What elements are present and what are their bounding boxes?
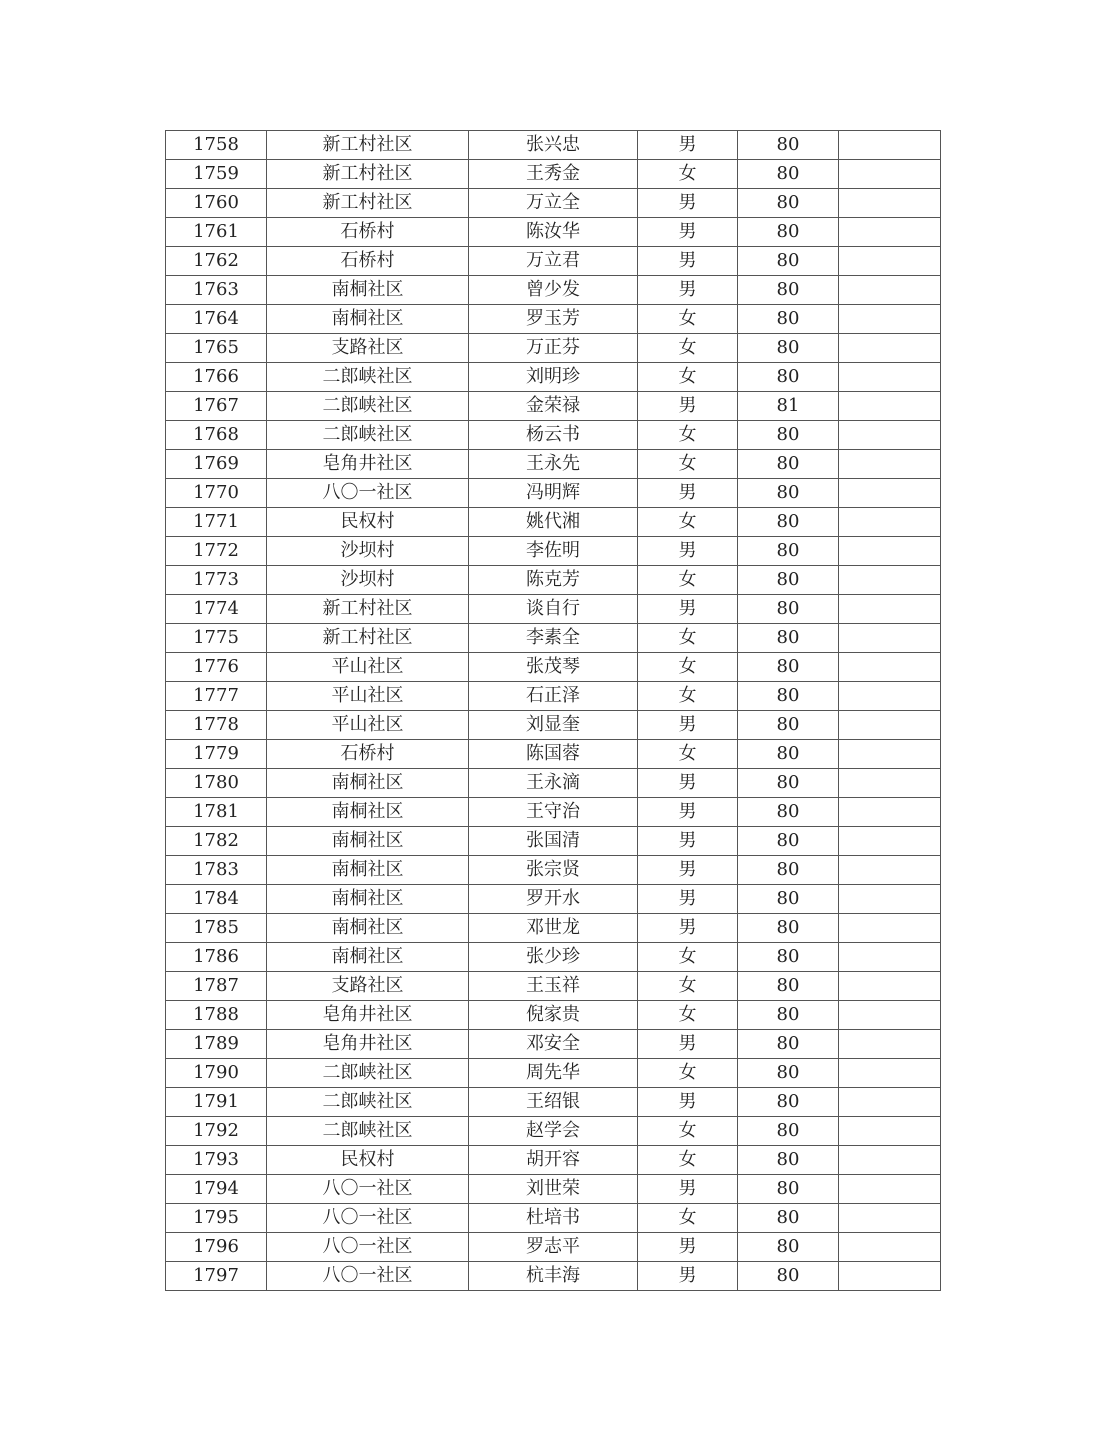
community-cell: 新工村社区 bbox=[267, 595, 469, 624]
row-number-cell: 1783 bbox=[166, 856, 267, 885]
table-row bbox=[166, 624, 941, 653]
table-row bbox=[166, 1001, 941, 1030]
table-row bbox=[166, 1059, 941, 1088]
name-cell: 王绍银 bbox=[469, 1088, 638, 1117]
age-cell: 80 bbox=[738, 914, 839, 943]
row-number-cell: 1781 bbox=[166, 798, 267, 827]
name-cell: 冯明辉 bbox=[469, 479, 638, 508]
age-cell: 80 bbox=[738, 247, 839, 276]
table-row bbox=[166, 1175, 941, 1204]
row-number-cell: 1764 bbox=[166, 305, 267, 334]
sex-cell: 男 bbox=[638, 1088, 738, 1117]
table-row bbox=[166, 566, 941, 595]
note-cell bbox=[839, 595, 941, 624]
age-cell: 80 bbox=[738, 1030, 839, 1059]
note-cell bbox=[839, 711, 941, 740]
note-cell bbox=[839, 1059, 941, 1088]
row-number-cell: 1787 bbox=[166, 972, 267, 1001]
sex-cell: 女 bbox=[638, 972, 738, 1001]
sex-cell: 男 bbox=[638, 595, 738, 624]
sex-cell: 男 bbox=[638, 798, 738, 827]
table-row bbox=[166, 392, 941, 421]
name-cell: 胡开容 bbox=[469, 1146, 638, 1175]
community-cell: 八〇一社区 bbox=[267, 1175, 469, 1204]
note-cell bbox=[839, 363, 941, 392]
sex-cell: 女 bbox=[638, 1001, 738, 1030]
row-number-cell: 1762 bbox=[166, 247, 267, 276]
row-number-cell: 1797 bbox=[166, 1262, 267, 1291]
note-cell bbox=[839, 914, 941, 943]
community-cell: 沙坝村 bbox=[267, 537, 469, 566]
name-cell: 陈国蓉 bbox=[469, 740, 638, 769]
sex-cell: 男 bbox=[638, 885, 738, 914]
note-cell bbox=[839, 189, 941, 218]
sex-cell: 男 bbox=[638, 247, 738, 276]
table-row bbox=[166, 798, 941, 827]
name-cell: 杜培书 bbox=[469, 1204, 638, 1233]
row-number-cell: 1788 bbox=[166, 1001, 267, 1030]
sex-cell: 女 bbox=[638, 450, 738, 479]
age-cell: 80 bbox=[738, 827, 839, 856]
note-cell bbox=[839, 624, 941, 653]
table-row bbox=[166, 1146, 941, 1175]
table-row bbox=[166, 1088, 941, 1117]
row-number-cell: 1770 bbox=[166, 479, 267, 508]
table-row bbox=[166, 740, 941, 769]
row-number-cell: 1760 bbox=[166, 189, 267, 218]
name-cell: 王秀金 bbox=[469, 160, 638, 189]
note-cell bbox=[839, 1030, 941, 1059]
age-cell: 80 bbox=[738, 450, 839, 479]
community-cell: 民权村 bbox=[267, 1146, 469, 1175]
community-cell: 二郎峡社区 bbox=[267, 421, 469, 450]
table-row bbox=[166, 247, 941, 276]
note-cell bbox=[839, 972, 941, 1001]
name-cell: 杨云书 bbox=[469, 421, 638, 450]
sex-cell: 男 bbox=[638, 711, 738, 740]
row-number-cell: 1778 bbox=[166, 711, 267, 740]
row-number-cell: 1763 bbox=[166, 276, 267, 305]
sex-cell: 男 bbox=[638, 479, 738, 508]
sex-cell: 男 bbox=[638, 1262, 738, 1291]
name-cell: 邓世龙 bbox=[469, 914, 638, 943]
community-cell: 支路社区 bbox=[267, 334, 469, 363]
name-cell: 周先华 bbox=[469, 1059, 638, 1088]
community-cell: 南桐社区 bbox=[267, 943, 469, 972]
age-cell: 80 bbox=[738, 1117, 839, 1146]
note-cell bbox=[839, 276, 941, 305]
name-cell: 罗志平 bbox=[469, 1233, 638, 1262]
community-cell: 二郎峡社区 bbox=[267, 1088, 469, 1117]
sex-cell: 男 bbox=[638, 914, 738, 943]
note-cell bbox=[839, 247, 941, 276]
community-cell: 南桐社区 bbox=[267, 276, 469, 305]
name-cell: 曾少发 bbox=[469, 276, 638, 305]
note-cell bbox=[839, 740, 941, 769]
name-cell: 刘显奎 bbox=[469, 711, 638, 740]
sex-cell: 女 bbox=[638, 305, 738, 334]
table-row bbox=[166, 1233, 941, 1262]
name-cell: 万正芬 bbox=[469, 334, 638, 363]
community-cell: 皂角井社区 bbox=[267, 450, 469, 479]
age-cell: 80 bbox=[738, 972, 839, 1001]
name-cell: 张国清 bbox=[469, 827, 638, 856]
row-number-cell: 1775 bbox=[166, 624, 267, 653]
community-cell: 皂角井社区 bbox=[267, 1030, 469, 1059]
community-cell: 石桥村 bbox=[267, 247, 469, 276]
note-cell bbox=[839, 450, 941, 479]
sex-cell: 女 bbox=[638, 740, 738, 769]
row-number-cell: 1769 bbox=[166, 450, 267, 479]
row-number-cell: 1767 bbox=[166, 392, 267, 421]
name-cell: 万立君 bbox=[469, 247, 638, 276]
sex-cell: 女 bbox=[638, 421, 738, 450]
age-cell: 80 bbox=[738, 1146, 839, 1175]
age-cell: 80 bbox=[738, 1088, 839, 1117]
table-row bbox=[166, 1117, 941, 1146]
sex-cell: 男 bbox=[638, 276, 738, 305]
row-number-cell: 1772 bbox=[166, 537, 267, 566]
age-cell: 80 bbox=[738, 305, 839, 334]
community-cell: 八〇一社区 bbox=[267, 1262, 469, 1291]
sex-cell: 女 bbox=[638, 943, 738, 972]
sex-cell: 女 bbox=[638, 624, 738, 653]
table-row bbox=[166, 189, 941, 218]
age-cell: 80 bbox=[738, 363, 839, 392]
table-row bbox=[166, 943, 941, 972]
age-cell: 80 bbox=[738, 624, 839, 653]
community-cell: 南桐社区 bbox=[267, 885, 469, 914]
sex-cell: 女 bbox=[638, 566, 738, 595]
table-row bbox=[166, 595, 941, 624]
sex-cell: 男 bbox=[638, 827, 738, 856]
row-number-cell: 1777 bbox=[166, 682, 267, 711]
note-cell bbox=[839, 537, 941, 566]
note-cell bbox=[839, 1117, 941, 1146]
table-row bbox=[166, 131, 941, 160]
table-row bbox=[166, 421, 941, 450]
table-row bbox=[166, 537, 941, 566]
community-cell: 二郎峡社区 bbox=[267, 1059, 469, 1088]
note-cell bbox=[839, 1001, 941, 1030]
row-number-cell: 1776 bbox=[166, 653, 267, 682]
table-row bbox=[166, 653, 941, 682]
row-number-cell: 1793 bbox=[166, 1146, 267, 1175]
row-number-cell: 1774 bbox=[166, 595, 267, 624]
age-cell: 80 bbox=[738, 682, 839, 711]
age-cell: 80 bbox=[738, 856, 839, 885]
sex-cell: 男 bbox=[638, 537, 738, 566]
row-number-cell: 1766 bbox=[166, 363, 267, 392]
row-number-cell: 1782 bbox=[166, 827, 267, 856]
table-row bbox=[166, 1262, 941, 1291]
table-row bbox=[166, 479, 941, 508]
name-cell: 金荣禄 bbox=[469, 392, 638, 421]
note-cell bbox=[839, 566, 941, 595]
age-cell: 80 bbox=[738, 798, 839, 827]
name-cell: 李佐明 bbox=[469, 537, 638, 566]
age-cell: 80 bbox=[738, 276, 839, 305]
note-cell bbox=[839, 218, 941, 247]
age-cell: 80 bbox=[738, 653, 839, 682]
name-cell: 万立全 bbox=[469, 189, 638, 218]
row-number-cell: 1790 bbox=[166, 1059, 267, 1088]
age-cell: 80 bbox=[738, 537, 839, 566]
row-number-cell: 1759 bbox=[166, 160, 267, 189]
row-number-cell: 1761 bbox=[166, 218, 267, 247]
name-cell: 石正泽 bbox=[469, 682, 638, 711]
note-cell bbox=[839, 160, 941, 189]
age-cell: 80 bbox=[738, 885, 839, 914]
note-cell bbox=[839, 1262, 941, 1291]
name-cell: 王守治 bbox=[469, 798, 638, 827]
age-cell: 80 bbox=[738, 1233, 839, 1262]
note-cell bbox=[839, 334, 941, 363]
table-row bbox=[166, 1204, 941, 1233]
community-cell: 南桐社区 bbox=[267, 769, 469, 798]
table-row bbox=[166, 827, 941, 856]
sex-cell: 男 bbox=[638, 1030, 738, 1059]
name-cell: 陈克芳 bbox=[469, 566, 638, 595]
name-cell: 杭丰海 bbox=[469, 1262, 638, 1291]
age-cell: 80 bbox=[738, 566, 839, 595]
row-number-cell: 1771 bbox=[166, 508, 267, 537]
note-cell bbox=[839, 1204, 941, 1233]
community-cell: 南桐社区 bbox=[267, 305, 469, 334]
row-number-cell: 1786 bbox=[166, 943, 267, 972]
row-number-cell: 1758 bbox=[166, 131, 267, 160]
note-cell bbox=[839, 653, 941, 682]
note-cell bbox=[839, 827, 941, 856]
table-row bbox=[166, 711, 941, 740]
roster-table-body bbox=[166, 131, 941, 1291]
table-row bbox=[166, 450, 941, 479]
table-row bbox=[166, 334, 941, 363]
name-cell: 王永滴 bbox=[469, 769, 638, 798]
sex-cell: 男 bbox=[638, 1175, 738, 1204]
note-cell bbox=[839, 131, 941, 160]
note-cell bbox=[839, 421, 941, 450]
age-cell: 80 bbox=[738, 711, 839, 740]
community-cell: 新工村社区 bbox=[267, 131, 469, 160]
table-row bbox=[166, 769, 941, 798]
row-number-cell: 1785 bbox=[166, 914, 267, 943]
sex-cell: 男 bbox=[638, 856, 738, 885]
table-row bbox=[166, 218, 941, 247]
sex-cell: 男 bbox=[638, 189, 738, 218]
note-cell bbox=[839, 1088, 941, 1117]
sex-cell: 女 bbox=[638, 1117, 738, 1146]
name-cell: 李素全 bbox=[469, 624, 638, 653]
community-cell: 南桐社区 bbox=[267, 914, 469, 943]
table-row bbox=[166, 914, 941, 943]
note-cell bbox=[839, 885, 941, 914]
age-cell: 80 bbox=[738, 218, 839, 247]
community-cell: 二郎峡社区 bbox=[267, 392, 469, 421]
note-cell bbox=[839, 798, 941, 827]
age-cell: 80 bbox=[738, 479, 839, 508]
name-cell: 刘世荣 bbox=[469, 1175, 638, 1204]
community-cell: 新工村社区 bbox=[267, 624, 469, 653]
sex-cell: 女 bbox=[638, 653, 738, 682]
name-cell: 张兴忠 bbox=[469, 131, 638, 160]
age-cell: 80 bbox=[738, 769, 839, 798]
row-number-cell: 1794 bbox=[166, 1175, 267, 1204]
age-cell: 80 bbox=[738, 160, 839, 189]
community-cell: 新工村社区 bbox=[267, 189, 469, 218]
sex-cell: 女 bbox=[638, 508, 738, 537]
row-number-cell: 1773 bbox=[166, 566, 267, 595]
name-cell: 王玉祥 bbox=[469, 972, 638, 1001]
age-cell: 80 bbox=[738, 1059, 839, 1088]
age-cell: 80 bbox=[738, 508, 839, 537]
sex-cell: 男 bbox=[638, 131, 738, 160]
community-cell: 皂角井社区 bbox=[267, 1001, 469, 1030]
community-cell: 二郎峡社区 bbox=[267, 363, 469, 392]
row-number-cell: 1792 bbox=[166, 1117, 267, 1146]
table-row bbox=[166, 856, 941, 885]
name-cell: 谈自行 bbox=[469, 595, 638, 624]
community-cell: 八〇一社区 bbox=[267, 1204, 469, 1233]
name-cell: 倪家贵 bbox=[469, 1001, 638, 1030]
note-cell bbox=[839, 508, 941, 537]
row-number-cell: 1780 bbox=[166, 769, 267, 798]
name-cell: 张茂琴 bbox=[469, 653, 638, 682]
age-cell: 80 bbox=[738, 1204, 839, 1233]
row-number-cell: 1784 bbox=[166, 885, 267, 914]
community-cell: 新工村社区 bbox=[267, 160, 469, 189]
name-cell: 罗玉芳 bbox=[469, 305, 638, 334]
note-cell bbox=[839, 1175, 941, 1204]
table-row bbox=[166, 972, 941, 1001]
note-cell bbox=[839, 305, 941, 334]
table-row bbox=[166, 682, 941, 711]
community-cell: 平山社区 bbox=[267, 711, 469, 740]
name-cell: 赵学会 bbox=[469, 1117, 638, 1146]
sex-cell: 男 bbox=[638, 1233, 738, 1262]
community-cell: 石桥村 bbox=[267, 218, 469, 247]
community-cell: 平山社区 bbox=[267, 682, 469, 711]
row-number-cell: 1789 bbox=[166, 1030, 267, 1059]
table-row bbox=[166, 160, 941, 189]
community-cell: 南桐社区 bbox=[267, 827, 469, 856]
sex-cell: 女 bbox=[638, 682, 738, 711]
community-cell: 支路社区 bbox=[267, 972, 469, 1001]
row-number-cell: 1768 bbox=[166, 421, 267, 450]
name-cell: 张少珍 bbox=[469, 943, 638, 972]
sex-cell: 女 bbox=[638, 363, 738, 392]
age-cell: 80 bbox=[738, 943, 839, 972]
roster-table bbox=[165, 130, 941, 1291]
name-cell: 姚代湘 bbox=[469, 508, 638, 537]
row-number-cell: 1779 bbox=[166, 740, 267, 769]
community-cell: 南桐社区 bbox=[267, 856, 469, 885]
age-cell: 80 bbox=[738, 334, 839, 363]
row-number-cell: 1796 bbox=[166, 1233, 267, 1262]
age-cell: 81 bbox=[738, 392, 839, 421]
age-cell: 80 bbox=[738, 189, 839, 218]
community-cell: 八〇一社区 bbox=[267, 479, 469, 508]
community-cell: 二郎峡社区 bbox=[267, 1117, 469, 1146]
name-cell: 王永先 bbox=[469, 450, 638, 479]
sex-cell: 女 bbox=[638, 1146, 738, 1175]
community-cell: 民权村 bbox=[267, 508, 469, 537]
sex-cell: 女 bbox=[638, 1204, 738, 1233]
age-cell: 80 bbox=[738, 1175, 839, 1204]
age-cell: 80 bbox=[738, 1001, 839, 1030]
sex-cell: 男 bbox=[638, 218, 738, 247]
age-cell: 80 bbox=[738, 1262, 839, 1291]
sex-cell: 男 bbox=[638, 769, 738, 798]
age-cell: 80 bbox=[738, 595, 839, 624]
row-number-cell: 1795 bbox=[166, 1204, 267, 1233]
age-cell: 80 bbox=[738, 740, 839, 769]
community-cell: 八〇一社区 bbox=[267, 1233, 469, 1262]
name-cell: 刘明珍 bbox=[469, 363, 638, 392]
sex-cell: 女 bbox=[638, 334, 738, 363]
table-row bbox=[166, 508, 941, 537]
table-row bbox=[166, 885, 941, 914]
note-cell bbox=[839, 769, 941, 798]
age-cell: 80 bbox=[738, 131, 839, 160]
note-cell bbox=[839, 856, 941, 885]
name-cell: 陈汝华 bbox=[469, 218, 638, 247]
community-cell: 平山社区 bbox=[267, 653, 469, 682]
age-cell: 80 bbox=[738, 421, 839, 450]
note-cell bbox=[839, 392, 941, 421]
sex-cell: 女 bbox=[638, 1059, 738, 1088]
sex-cell: 男 bbox=[638, 392, 738, 421]
note-cell bbox=[839, 682, 941, 711]
note-cell bbox=[839, 1233, 941, 1262]
note-cell bbox=[839, 479, 941, 508]
name-cell: 邓安全 bbox=[469, 1030, 638, 1059]
table-row bbox=[166, 276, 941, 305]
row-number-cell: 1791 bbox=[166, 1088, 267, 1117]
note-cell bbox=[839, 1146, 941, 1175]
table-row bbox=[166, 363, 941, 392]
name-cell: 张宗贤 bbox=[469, 856, 638, 885]
table-row bbox=[166, 305, 941, 334]
community-cell: 石桥村 bbox=[267, 740, 469, 769]
table-row bbox=[166, 1030, 941, 1059]
community-cell: 沙坝村 bbox=[267, 566, 469, 595]
row-number-cell: 1765 bbox=[166, 334, 267, 363]
name-cell: 罗开水 bbox=[469, 885, 638, 914]
community-cell: 南桐社区 bbox=[267, 798, 469, 827]
sex-cell: 女 bbox=[638, 160, 738, 189]
note-cell bbox=[839, 943, 941, 972]
